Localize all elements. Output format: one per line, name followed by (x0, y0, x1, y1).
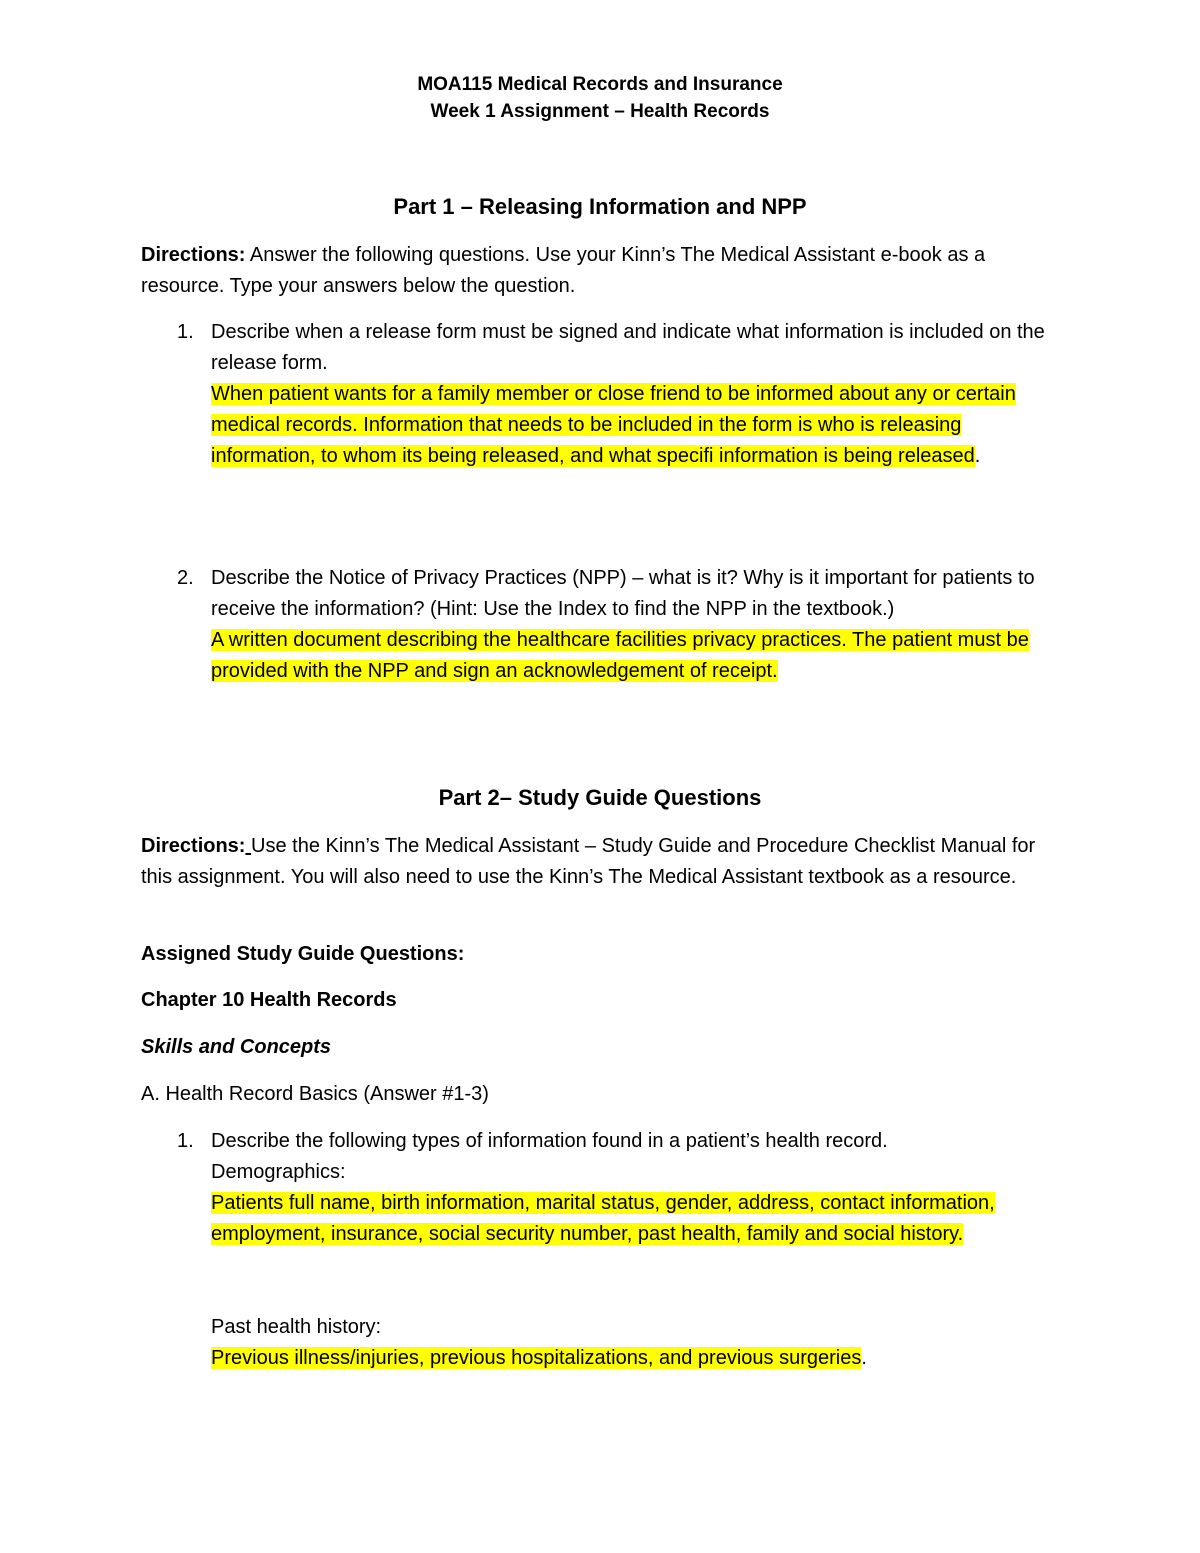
part1-question-2 (141, 563, 1061, 687)
question-number: 1. (177, 1130, 194, 1152)
question-text: Describe the following types of information found in a patient’s health record. (211, 1130, 888, 1152)
highlighted-answer: Previous illness/injuries, previous hospitalizations, and previous surgeries (211, 1347, 862, 1369)
demographics-answer (211, 1188, 1061, 1250)
part2-heading: Part 2– Study Guide Questions (438, 785, 762, 810)
answer-text (211, 625, 1061, 687)
section-heading: A. Health Record Basics (Answer #1-3) (141, 1083, 489, 1105)
past-health-label: Past health history: (211, 1316, 382, 1338)
part2-directions-text: Use the Kinn’s The Medical Assistant – Study Guide and Procedure Checklist Manual for this assignment. You will also need to use the Kinn’s The Medical Assistant textbook as a resource. (141, 835, 1036, 888)
chapter-heading: Chapter 10 Health Records (141, 989, 397, 1011)
answer-tail: . (861, 1347, 867, 1369)
part2-directions (141, 831, 1061, 893)
part2-question-1 (141, 1126, 1061, 1374)
answer-tail: . (974, 445, 981, 467)
blank-line (211, 1250, 1061, 1281)
highlighted-answer: A written document describing the healthcare facilities privacy practices. The patient must be provided with the NPP and sign an acknowledgement of receipt. (211, 629, 1029, 682)
part1-heading: Part 1 – Releasing Information and NPP (393, 194, 807, 219)
assignment-title: Week 1 Assignment – Health Records (430, 101, 770, 122)
skills-heading: Skills and Concepts (141, 1036, 332, 1058)
part2-directions-label: Directions: (141, 835, 246, 857)
course-title: MOA115 Medical Records and Insurance (417, 74, 783, 95)
question-number: 1. (177, 321, 194, 343)
part1-directions-text: Answer the following questions. Use your Kinn’s The Medical Assistant e-book as a resource. Type your answers below the question. (141, 244, 986, 297)
question-text: Describe the Notice of Privacy Practices (NPP) – what is it? Why is it important for patients to receive the information? (Hint: Use the Index to find the NPP in the textbook.) (211, 567, 1035, 620)
part1-directions (141, 240, 1061, 302)
demographics-label: Demographics: (211, 1161, 346, 1183)
question-text: Describe when a release form must be signed and indicate what information is included on the release form. (211, 321, 1045, 374)
part1-directions-label: Directions: (141, 244, 246, 266)
question-number: 2. (177, 567, 194, 589)
assigned-questions-label: Assigned Study Guide Questions: (141, 943, 465, 965)
part1-question-1 (141, 317, 1061, 472)
blank-line (211, 1281, 1061, 1312)
answer-text (211, 379, 1061, 472)
highlighted-answer: When patient wants for a family member or close friend to be informed about any or certain medical records. Information that needs to be included in the form is who is releasing information, to whom its being released, and what specifi information is being released (211, 383, 1016, 467)
highlighted-answer: Patients full name, birth information, marital status, gender, address, contact information, employment, insurance, social security number, past health, family and social history. (211, 1192, 995, 1245)
past-health-answer (211, 1343, 1061, 1374)
